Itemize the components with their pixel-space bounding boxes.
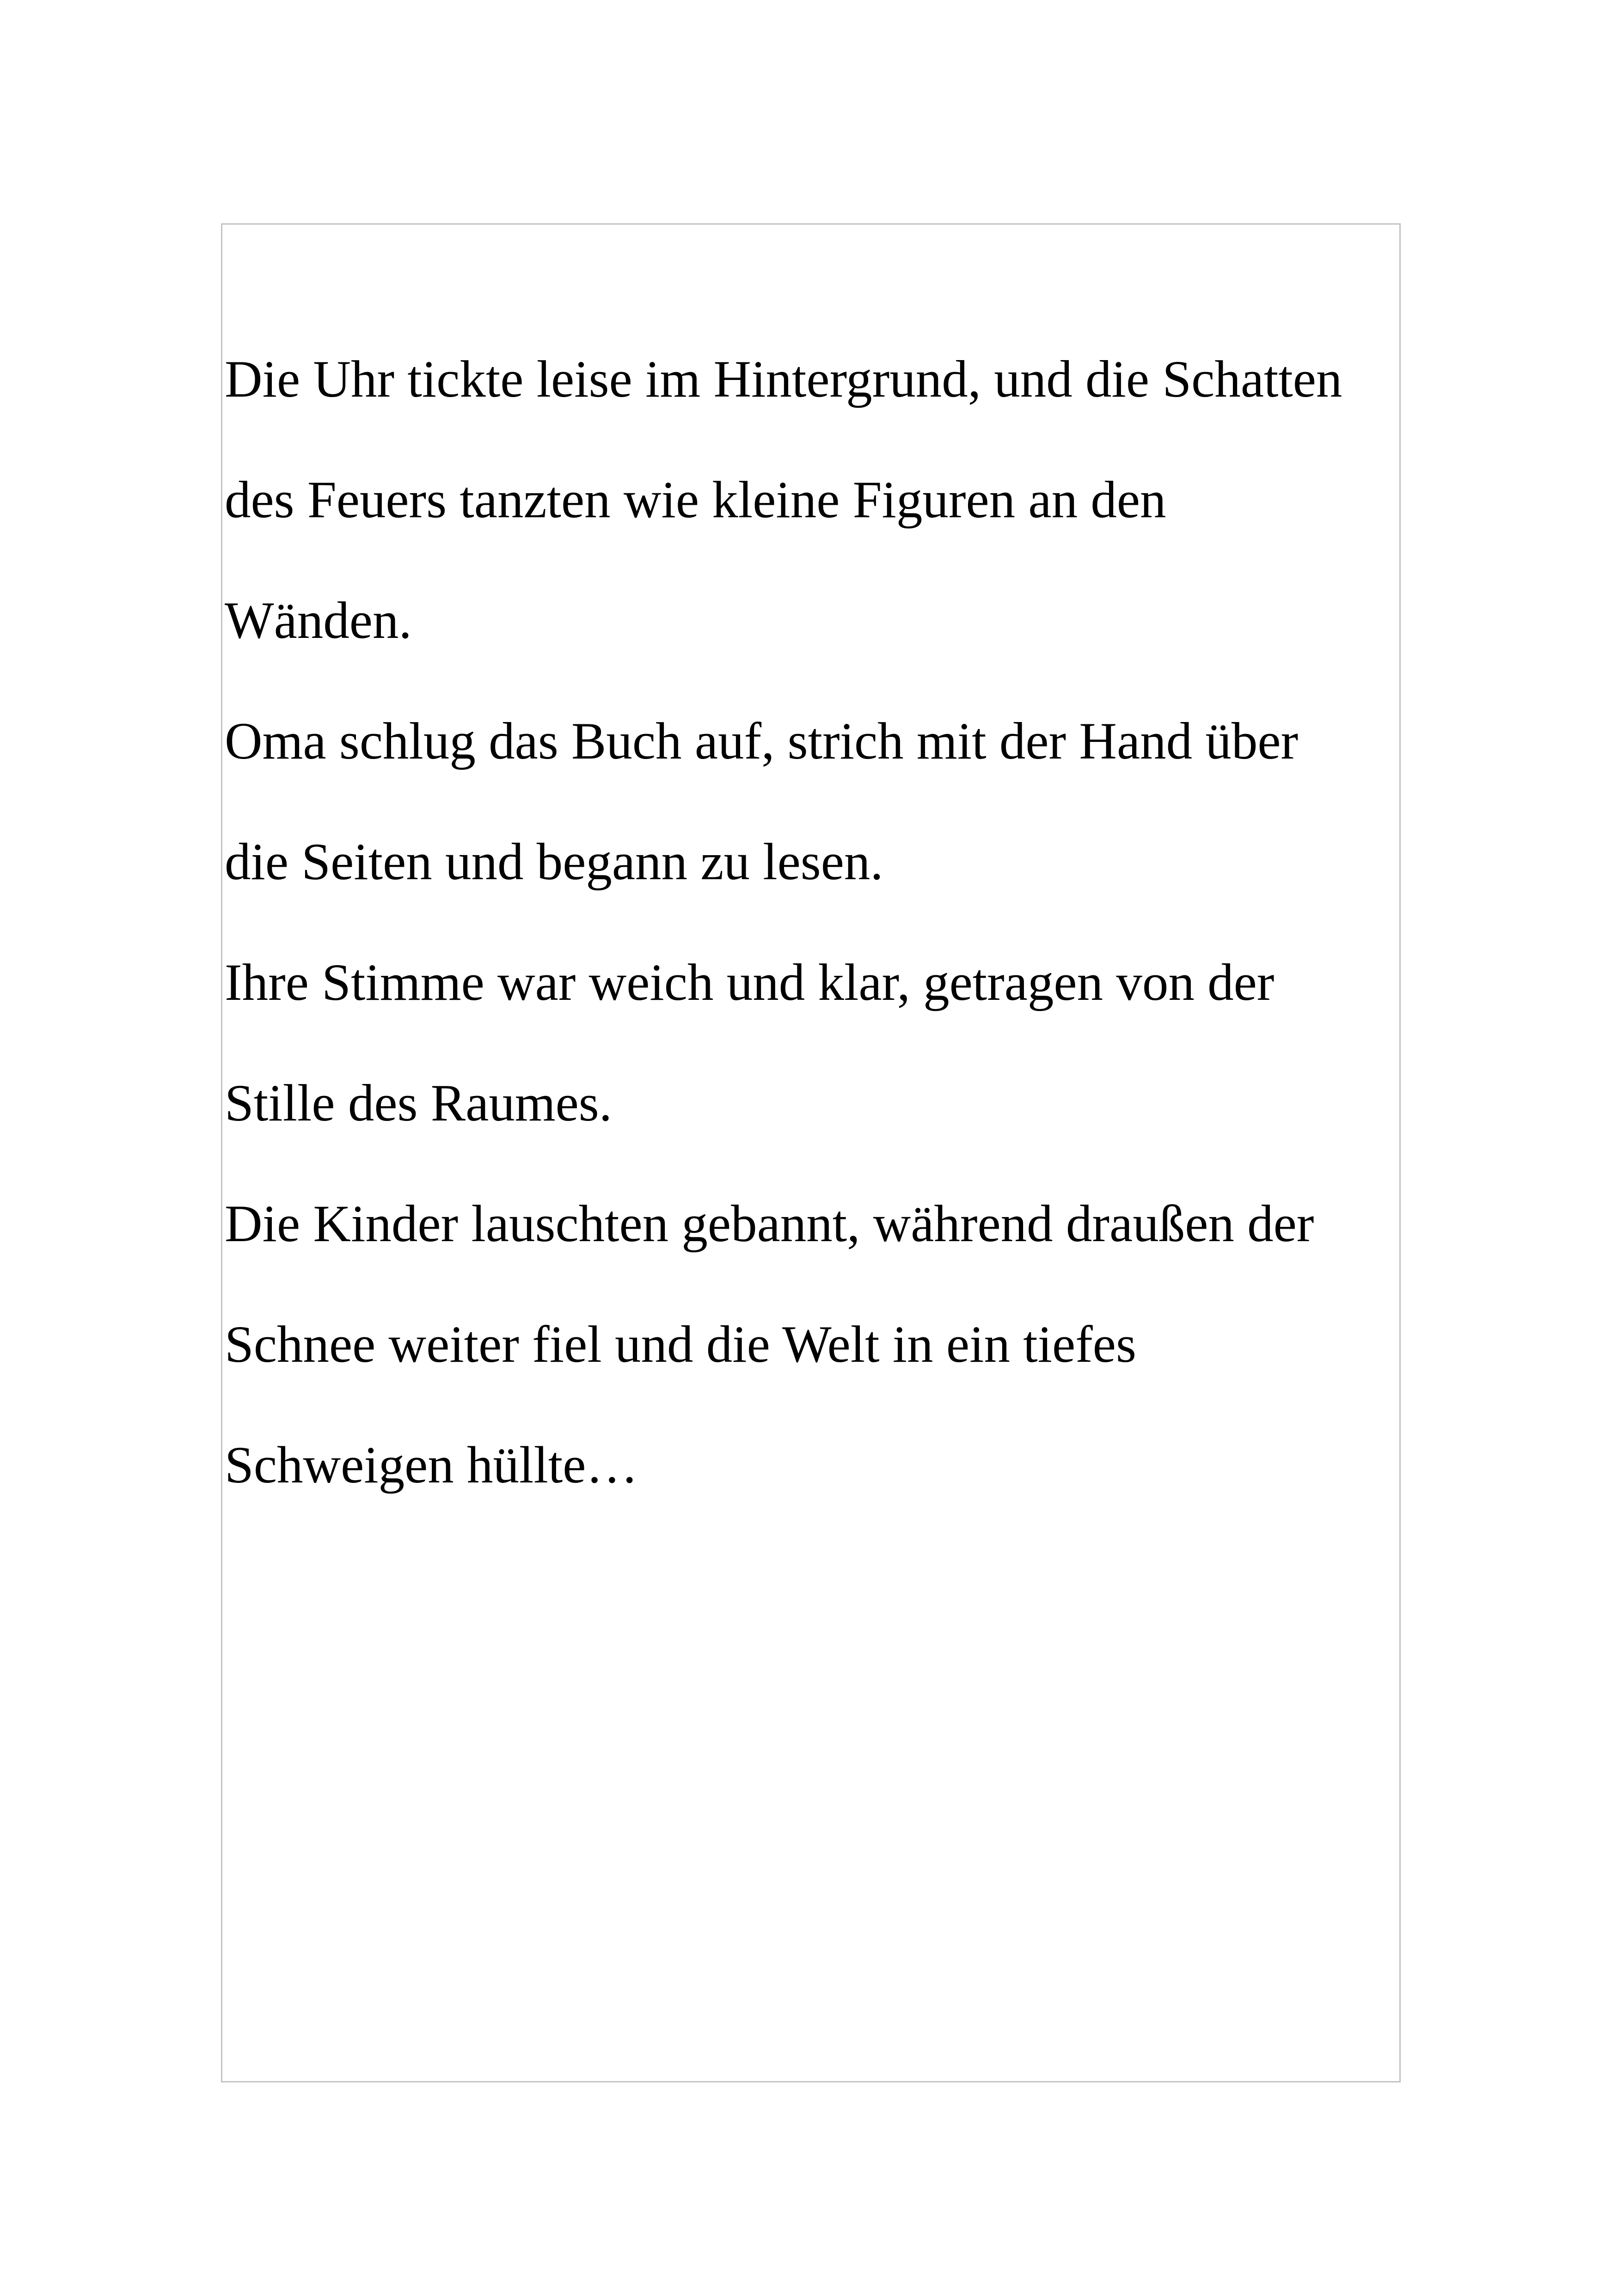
text-line: Die Uhr tickte leise im Hintergrund, und die Schatten xyxy=(225,350,1342,408)
text-line: Oma schlug das Buch auf, strich mit der Hand über xyxy=(225,712,1299,770)
text-line: Schnee weiter fiel und die Welt in ein tiefes xyxy=(225,1316,1136,1373)
text-line: Stille des Raumes. xyxy=(225,1074,613,1132)
text-line: Schweigen hüllte… xyxy=(225,1436,638,1494)
text-line: die Seiten und begann zu lesen. xyxy=(225,833,883,891)
text-line: Wänden. xyxy=(225,592,412,649)
text-line: Die Kinder lauschten gebannt, während draußen der xyxy=(225,1195,1314,1253)
text-line: Ihre Stimme war weich und klar, getragen von der xyxy=(225,954,1275,1011)
text-line: des Feuers tanzten wie kleine Figuren an den xyxy=(225,471,1166,529)
